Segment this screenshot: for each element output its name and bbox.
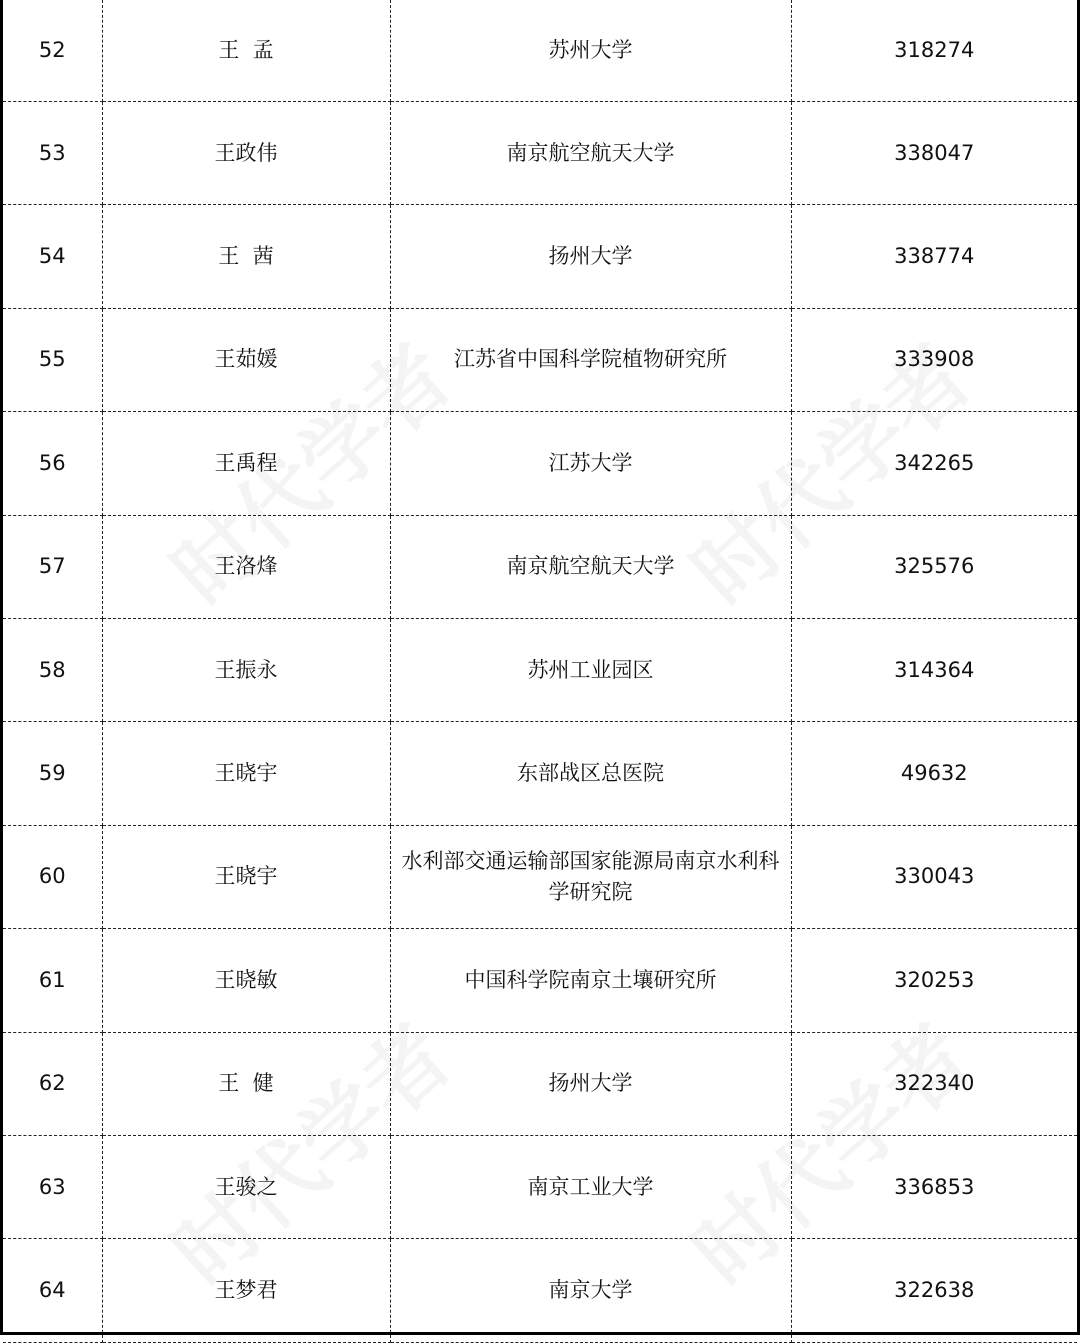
row-number-cell: 54 [3,205,102,308]
organization-cell: 中国科学院南京土壤研究所 [390,929,791,1032]
table-row [3,618,1077,721]
id-cell: 325576 [791,515,1077,618]
organization-cell: 苏州工业园区 [390,618,791,721]
id-cell: 338774 [791,205,1077,308]
table-row [3,722,1077,825]
name-cell: 王 孟 [102,0,390,102]
organization-cell: 水利部交通运输部国家能源局南京水利科学研究院 [390,825,791,928]
id-cell: 336853 [791,1135,1077,1238]
id-cell: 322638 [791,1239,1077,1342]
organization-cell: 东部战区总医院 [390,722,791,825]
organization-cell: 苏州大学 [390,0,791,102]
name-cell: 王 健 [102,1032,390,1135]
name-cell: 王骏之 [102,1135,390,1238]
name-cell: 王禹程 [102,412,390,515]
name-cell: 王 茜 [102,205,390,308]
row-number-cell: 62 [3,1032,102,1135]
id-cell: 49632 [791,722,1077,825]
name-cell: 王振永 [102,618,390,721]
row-number-cell: 52 [3,0,102,102]
organization-cell: 南京航空航天大学 [390,515,791,618]
roster-table [3,0,1077,1343]
id-cell: 318274 [791,0,1077,102]
organization-cell: 南京大学 [390,1239,791,1342]
row-number-cell: 60 [3,825,102,928]
table-row [3,412,1077,515]
id-cell: 330043 [791,825,1077,928]
table-row [3,308,1077,411]
row-number-cell: 53 [3,102,102,205]
table-body [3,0,1077,1342]
id-cell: 342265 [791,412,1077,515]
id-cell: 320253 [791,929,1077,1032]
row-number-cell: 57 [3,515,102,618]
id-cell: 322340 [791,1032,1077,1135]
name-cell: 王梦君 [102,1239,390,1342]
name-cell: 王政伟 [102,102,390,205]
name-cell: 王晓宇 [102,722,390,825]
name-cell: 王茹媛 [102,308,390,411]
table-row [3,1135,1077,1238]
organization-cell: 扬州大学 [390,1032,791,1135]
table-row [3,1032,1077,1135]
row-number-cell: 59 [3,722,102,825]
table-row [3,205,1077,308]
organization-cell: 南京工业大学 [390,1135,791,1238]
row-number-cell: 63 [3,1135,102,1238]
organization-cell: 南京航空航天大学 [390,102,791,205]
row-number-cell: 64 [3,1239,102,1342]
name-cell: 王晓敏 [102,929,390,1032]
table-row [3,515,1077,618]
row-number-cell: 55 [3,308,102,411]
table-row [3,1239,1077,1342]
row-number-cell: 56 [3,412,102,515]
id-cell: 338047 [791,102,1077,205]
table-row [3,825,1077,928]
name-cell: 王晓宇 [102,825,390,928]
organization-cell: 扬州大学 [390,205,791,308]
name-cell: 王洛烽 [102,515,390,618]
id-cell: 314364 [791,618,1077,721]
row-number-cell: 58 [3,618,102,721]
row-number-cell: 61 [3,929,102,1032]
organization-cell: 江苏省中国科学院植物研究所 [390,308,791,411]
table-row [3,0,1077,102]
table-row [3,929,1077,1032]
organization-cell: 江苏大学 [390,412,791,515]
id-cell: 333908 [791,308,1077,411]
table-row [3,102,1077,205]
